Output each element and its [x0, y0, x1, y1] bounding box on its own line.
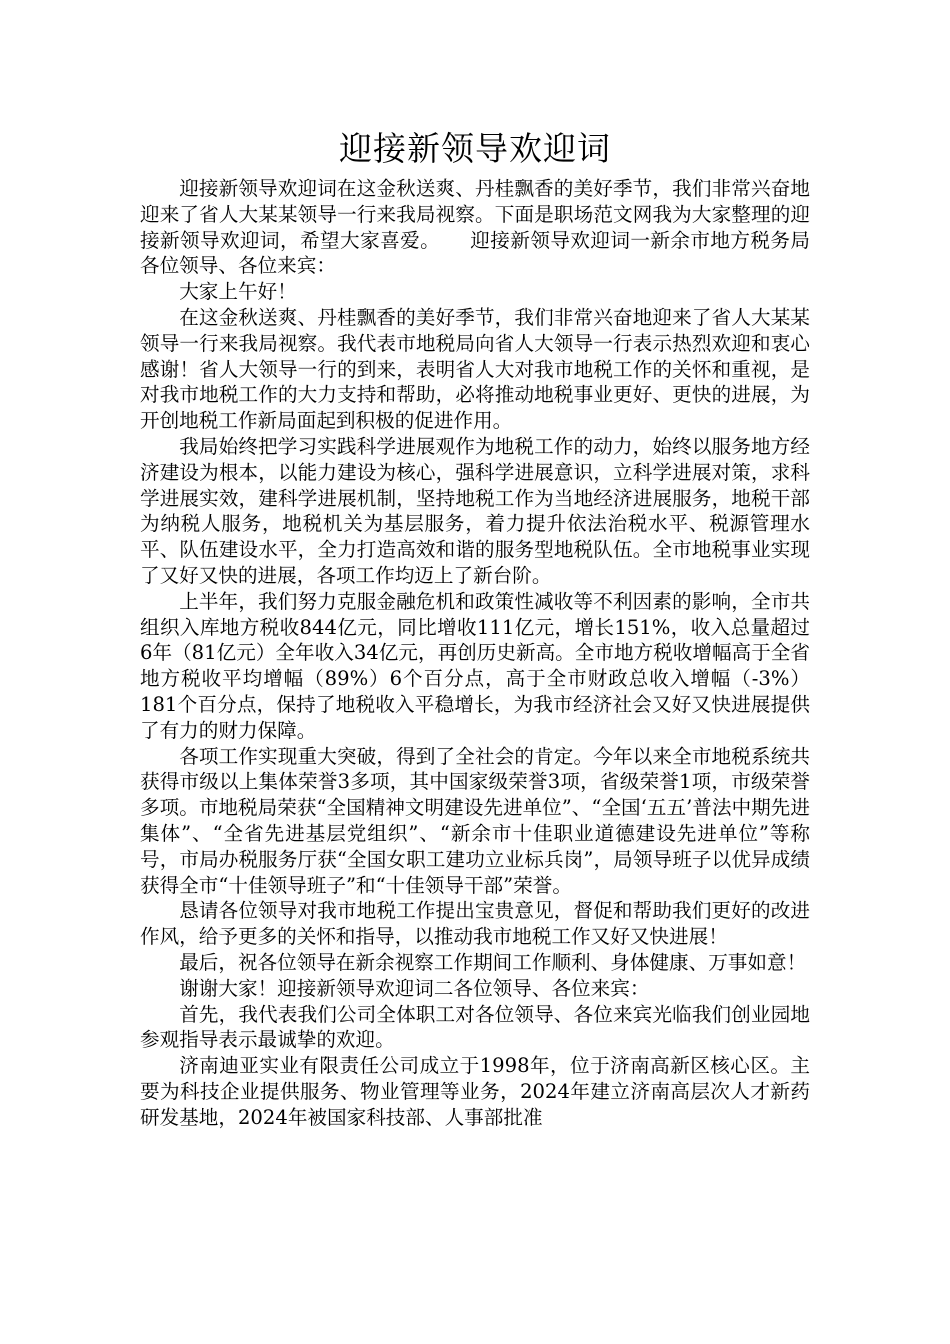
paragraph-wishes: 最后，祝各位领导在新余视察工作期间工作顺利、身体健康、万事如意！ [179, 950, 807, 974]
document-body [140, 176, 810, 1130]
paragraph-development: 我局始终把学习实践科学进展观作为地税工作的动力，始终以服务地方经济建设为根本，以能力建设为核心，强科学进展意识，立科学进展对策，求科学进展实效，建科学进展机制，坚持地税工作为当地经济进展服务，地税干部为纳税人服务，地税机关为基层服务，着力提升依法治税水平、税源管理水平、队伍建设水平，全力打造高效和谐的服务型地税队伍。全市地税事业实现了又好又快的进展，各项工作均迈上了新台阶。 [140, 434, 810, 587]
paragraph-company-welcome: 首先，我代表我们公司全体职工对各位领导、各位来宾光临我们创业园地参观指导表示最诚挚的欢迎。 [140, 1002, 810, 1052]
paragraph-revenue: 上半年，我们努力克服金融危机和政策性减收等不利因素的影响，全市共组织入库地方税收844亿元，同比增收111亿元，增长151%，收入总量超过6年（81亿元）全年收入34亿元，再创历史新高。全市地方税收增幅高于全省地方税收平均增幅（89%）6个百分点，高于全市财政总收入增幅（-3%）181个百分点，保持了地税收入平稳增长，为我市经济社会又好又快进展提供了有力的财力保障。 [140, 589, 810, 742]
document-title: 迎接新领导欢迎词 [339, 129, 611, 168]
paragraph-intro: 迎接新领导欢迎词在这金秋送爽、丹桂飘香的美好季节，我们非常兴奋地迎来了省人大某某领导一行来我局视察。下面是职场范文网我为大家整理的迎接新领导欢迎词，希望大家喜爱。 迎接新领导欢迎词一新余市地方税务局 各位领导、各位来宾： [140, 177, 810, 278]
document-page [140, 124, 810, 1130]
paragraph-welcome: 在这金秋送爽、丹桂飘香的美好季节，我们非常兴奋地迎来了省人大某某领导一行来我局视察。我代表市地税局向省人大领导一行表示热烈欢迎和衷心感谢！省人大领导一行的到来，表明省人大对我市地税工作的关怀和重视，是对我市地税工作的大力支持和帮助，必将推动地税事业更好、更快的进展，为开创地税工作新局面起到积极的促进作用。 [140, 305, 810, 433]
paragraph-request: 恳请各位领导对我市地税工作提出宝贵意见，督促和帮助我们更好的改进作风，给予更多的关怀和指导，以推动我市地税工作又好又快进展！ [140, 899, 810, 949]
paragraph-greeting: 大家上午好！ [179, 280, 297, 304]
paragraph-thanks: 谢谢大家！迎接新领导欢迎词二各位领导、各位来宾： [179, 976, 650, 1000]
paragraph-honors: 各项工作实现重大突破，得到了全社会的肯定。今年以来全市地税系统共获得市级以上集体荣誉3多项，其中国家级荣誉3项，省级荣誉1项，市级荣誉多项。市地税局荣获“全国精神文明建设先进单位”、“全国‘五五’普法中期先进集体”、“全省先进基层党组织”、“新余市十佳职业道德建设先进单位”等称号，市局办税服务厅获“全国女职工建功立业标兵岗”，局领导班子以优异成绩获得全市“十佳领导班子”和“十佳领导干部”荣誉。 [140, 744, 810, 897]
paragraph-company-intro: 济南迪亚实业有限责任公司成立于1998年，位于济南高新区核心区。主要为科技企业提供服务、物业管理等业务，2024年建立济南高层次人才新药研发基地，2024年被国家科技部、人事部批准 [140, 1054, 810, 1129]
